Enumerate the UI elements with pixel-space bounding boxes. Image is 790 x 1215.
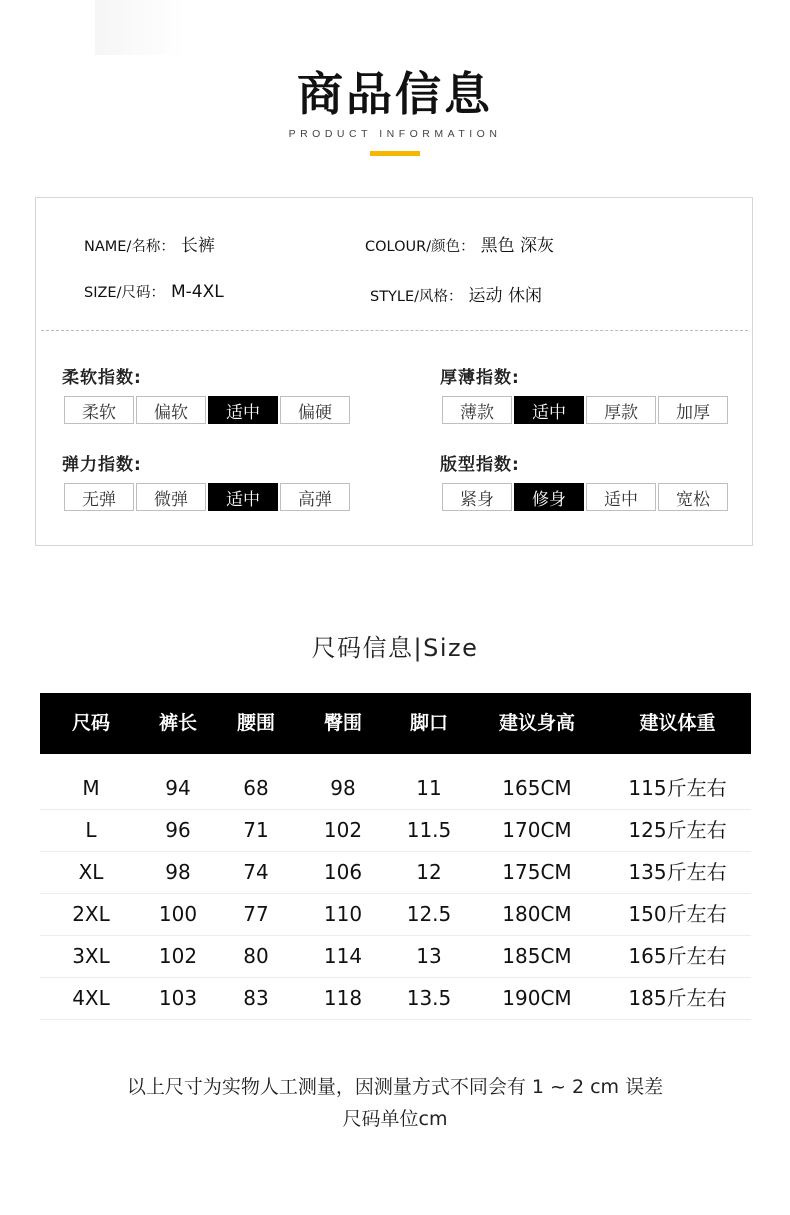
table-cell: 68 bbox=[243, 776, 269, 800]
fit-option[interactable]: 适中 bbox=[586, 483, 656, 511]
elasticity-option[interactable]: 微弹 bbox=[136, 483, 206, 511]
elasticity-options bbox=[64, 483, 350, 511]
table-cell: 3XL bbox=[72, 944, 110, 968]
name-field bbox=[84, 231, 215, 256]
table-cell: 190CM bbox=[502, 986, 572, 1010]
style-label: STYLE/风格： bbox=[370, 289, 463, 305]
table-row bbox=[40, 809, 751, 852]
table-cell: 12.5 bbox=[406, 902, 452, 926]
table-cell: 12 bbox=[416, 860, 442, 884]
table-cell: M bbox=[82, 776, 100, 800]
table-cell: 118 bbox=[323, 986, 363, 1010]
softness-options bbox=[64, 396, 350, 424]
table-cell: 96 bbox=[165, 818, 191, 842]
name-label: NAME/名称： bbox=[84, 239, 175, 255]
fit-option[interactable]: 宽松 bbox=[658, 483, 728, 511]
elasticity-option[interactable]: 适中 bbox=[208, 483, 278, 511]
table-cell: 71 bbox=[243, 818, 269, 842]
softness-option[interactable]: 偏软 bbox=[136, 396, 206, 424]
table-row bbox=[40, 935, 751, 978]
table-cell: 83 bbox=[243, 986, 269, 1010]
table-cell: 102 bbox=[158, 944, 198, 968]
column-header: 裤长 bbox=[158, 712, 197, 734]
table-cell: 94 bbox=[165, 776, 191, 800]
table-cell: 185斤左右 bbox=[628, 986, 727, 1010]
table-cell: 165斤左右 bbox=[628, 944, 727, 968]
table-cell: XL bbox=[78, 860, 104, 884]
title-accent-bar bbox=[370, 151, 420, 156]
table-cell: 106 bbox=[323, 860, 363, 884]
table-row bbox=[40, 977, 751, 1020]
colour-label: COLOUR/颜色： bbox=[365, 239, 475, 255]
table-cell: 80 bbox=[243, 944, 269, 968]
table-row bbox=[40, 851, 751, 894]
softness-option[interactable]: 柔软 bbox=[64, 396, 134, 424]
table-cell: L bbox=[85, 818, 97, 842]
table-cell: 102 bbox=[323, 818, 363, 842]
name-value: 长裤 bbox=[180, 236, 215, 256]
column-header: 脚口 bbox=[409, 712, 448, 734]
elasticity-option[interactable]: 无弹 bbox=[64, 483, 134, 511]
size-field bbox=[84, 281, 224, 302]
table-cell: 13.5 bbox=[406, 986, 452, 1010]
size-value: M-4XL bbox=[170, 282, 224, 302]
table-cell: 98 bbox=[330, 776, 356, 800]
size-table-header bbox=[40, 693, 751, 754]
table-cell: 125斤左右 bbox=[628, 818, 727, 842]
table-cell: 4XL bbox=[72, 986, 110, 1010]
fit-options bbox=[442, 483, 728, 511]
elasticity-option[interactable]: 高弹 bbox=[280, 483, 350, 511]
decorative-image-fragment bbox=[95, 0, 185, 55]
table-cell: 74 bbox=[243, 860, 269, 884]
table-cell: 175CM bbox=[502, 860, 572, 884]
measurement-note: 以上尺寸为实物人工测量，因测量方式不同会有 1 ~ 2 cm 误差 bbox=[126, 1076, 664, 1098]
table-cell: 180CM bbox=[502, 902, 572, 926]
table-cell: 13 bbox=[416, 944, 442, 968]
fit-index-title: 版型指数: bbox=[440, 455, 520, 475]
thickness-option[interactable]: 薄款 bbox=[442, 396, 512, 424]
colour-field bbox=[365, 231, 554, 256]
table-cell: 115斤左右 bbox=[628, 776, 727, 800]
table-cell: 103 bbox=[158, 986, 198, 1010]
size-label: SIZE/尺码： bbox=[84, 285, 165, 301]
table-cell: 170CM bbox=[502, 818, 572, 842]
column-header: 臀围 bbox=[323, 712, 362, 734]
table-cell: 110 bbox=[323, 902, 363, 926]
table-cell: 135斤左右 bbox=[628, 860, 727, 884]
softness-option[interactable]: 适中 bbox=[208, 396, 278, 424]
section-subtitle: PRODUCT INFORMATION bbox=[288, 128, 502, 140]
table-row bbox=[40, 767, 751, 810]
thickness-option[interactable]: 适中 bbox=[514, 396, 584, 424]
thickness-option[interactable]: 加厚 bbox=[658, 396, 728, 424]
table-row bbox=[40, 893, 751, 936]
column-header: 尺码 bbox=[71, 712, 110, 734]
size-table-heading: 尺码信息|Size bbox=[311, 634, 479, 662]
dashed-divider bbox=[41, 330, 748, 331]
style-value: 运动 休闲 bbox=[468, 286, 542, 306]
table-cell: 77 bbox=[243, 902, 269, 926]
thickness-index-title: 厚薄指数: bbox=[440, 368, 520, 388]
table-cell: 11.5 bbox=[406, 818, 452, 842]
softness-option[interactable]: 偏硬 bbox=[280, 396, 350, 424]
column-header: 建议体重 bbox=[639, 712, 716, 734]
section-title: 商品信息 bbox=[297, 67, 493, 121]
table-cell: 11 bbox=[416, 776, 442, 800]
table-cell: 114 bbox=[323, 944, 363, 968]
table-cell: 165CM bbox=[502, 776, 572, 800]
thickness-option[interactable]: 厚款 bbox=[586, 396, 656, 424]
table-cell: 100 bbox=[158, 902, 198, 926]
softness-index-title: 柔软指数: bbox=[62, 368, 142, 388]
colour-value: 黑色 深灰 bbox=[480, 236, 554, 256]
unit-note: 尺码单位cm bbox=[342, 1108, 448, 1130]
column-header: 建议身高 bbox=[498, 712, 575, 734]
column-header: 腰围 bbox=[236, 712, 275, 734]
table-cell: 150斤左右 bbox=[628, 902, 727, 926]
style-field bbox=[370, 281, 542, 306]
table-cell: 185CM bbox=[502, 944, 572, 968]
table-cell: 98 bbox=[165, 860, 191, 884]
elasticity-index-title: 弹力指数: bbox=[62, 455, 142, 475]
table-cell: 2XL bbox=[72, 902, 110, 926]
thickness-options bbox=[442, 396, 728, 424]
fit-option[interactable]: 修身 bbox=[514, 483, 584, 511]
fit-option[interactable]: 紧身 bbox=[442, 483, 512, 511]
